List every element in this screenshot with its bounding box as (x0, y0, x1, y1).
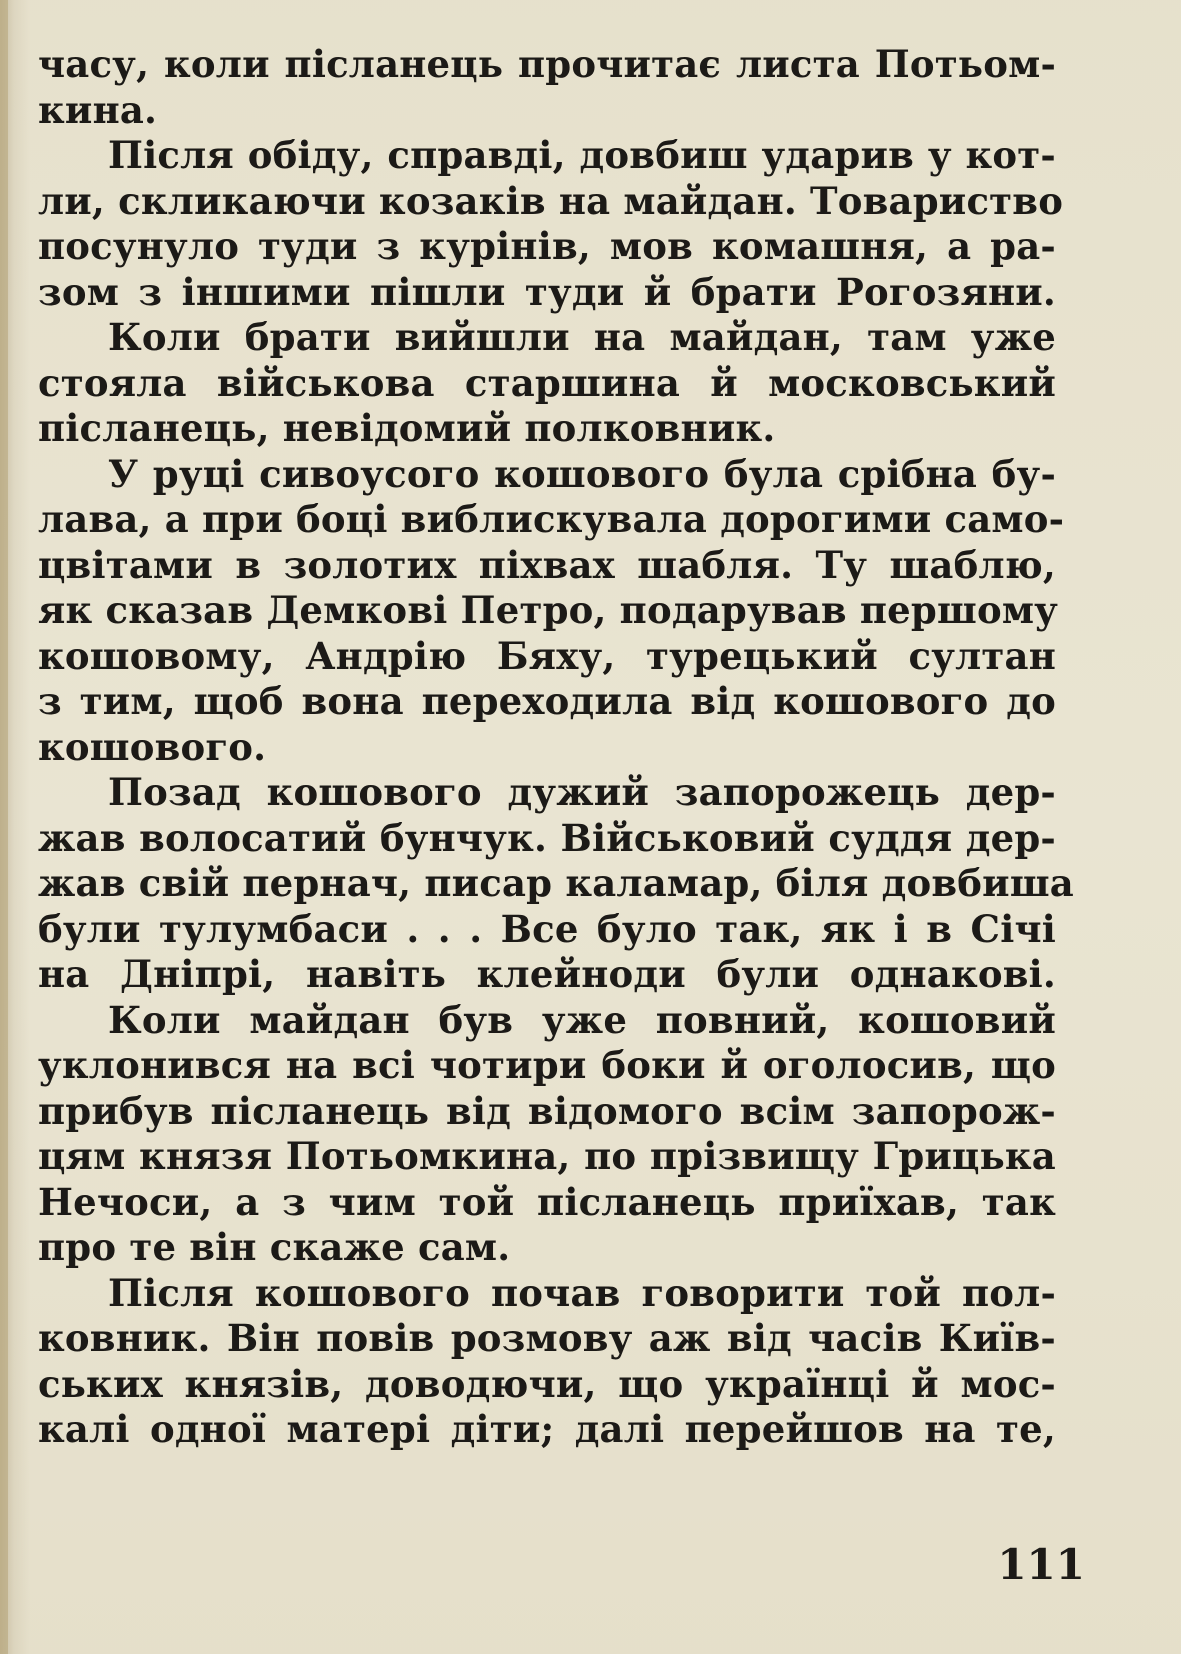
text-line: Після обіду, справді, довбиш ударив у кот- (108, 133, 1056, 177)
text-line: стояла військова старшина й московський (38, 360, 1056, 405)
text-line: лава, а при боці виблискувала дорогими само- (38, 497, 1065, 541)
page-binding-edge (0, 0, 8, 1654)
text-line: ковник. Він повів розмову аж від часів Київ- (38, 1316, 1056, 1360)
text-line: ських князів, доводючи, що українці й мос- (38, 1361, 1056, 1406)
text-line: на Дніпрі, навіть клейноди були однакові. (38, 952, 1056, 996)
page-number: 111 (997, 1540, 1085, 1589)
text-line: Коли брати вийшли на майдан, там уже (108, 315, 1056, 359)
text-line: посунуло туди з курінів, мов комашня, а ра- (38, 224, 1056, 268)
text-line: були тулумбаси . . . Все було так, як і в Січі (38, 906, 1056, 951)
text-line: жав волосатий бунчук. Військовий суддя дер- (38, 815, 1056, 860)
text-line: Коли майдан був уже повний, кошовий (108, 997, 1056, 1042)
text-line: ли, скликаючи козаків на майдан. Товариство (38, 178, 1064, 223)
page-body-text (38, 42, 1074, 1453)
text-line: часу, коли післанець прочитає листа Потьом- (38, 42, 1056, 86)
text-line: як сказав Демкові Петро, подарував першому (38, 588, 1059, 632)
text-line: зом з іншими пішли туди й брати Рогозяни. (38, 269, 1056, 314)
text-line: жав свій пернач, писар каламар, біля довбиша (38, 861, 1074, 905)
text-line: уклонився на всі чотири боки й оголосив, що (38, 1043, 1056, 1087)
text-line: з тим, щоб вона переходила від кошового до (38, 679, 1056, 723)
text-line: прибув післанець від відомого всім запорож- (38, 1088, 1056, 1133)
text-line: цям князя Потьомкина, по прізвищу Грицька (38, 1134, 1056, 1178)
text-line: Нечоси, а з чим той післанець приїхав, так (38, 1179, 1056, 1224)
text-line: кошового. (38, 724, 267, 769)
text-line: про те він скаже сам. (38, 1225, 511, 1269)
text-line: Після кошового почав говорити той пол- (108, 1270, 1056, 1315)
text-line: Позад кошового дужий запорожець дер- (108, 770, 1056, 814)
text-line: калі одної матері діти; далі перейшов на те, (38, 1407, 1056, 1451)
text-line: кошовому, Андрію Бяху, турецький султан (38, 633, 1056, 678)
text-line: кина. (38, 87, 158, 132)
text-line: цвітами в золотих піхвах шабля. Ту шаблю, (38, 542, 1056, 587)
text-line: післанець, невідомий полковник. (38, 406, 776, 450)
text-line: У руці сивоусого кошового була срібна бу- (108, 451, 1056, 496)
